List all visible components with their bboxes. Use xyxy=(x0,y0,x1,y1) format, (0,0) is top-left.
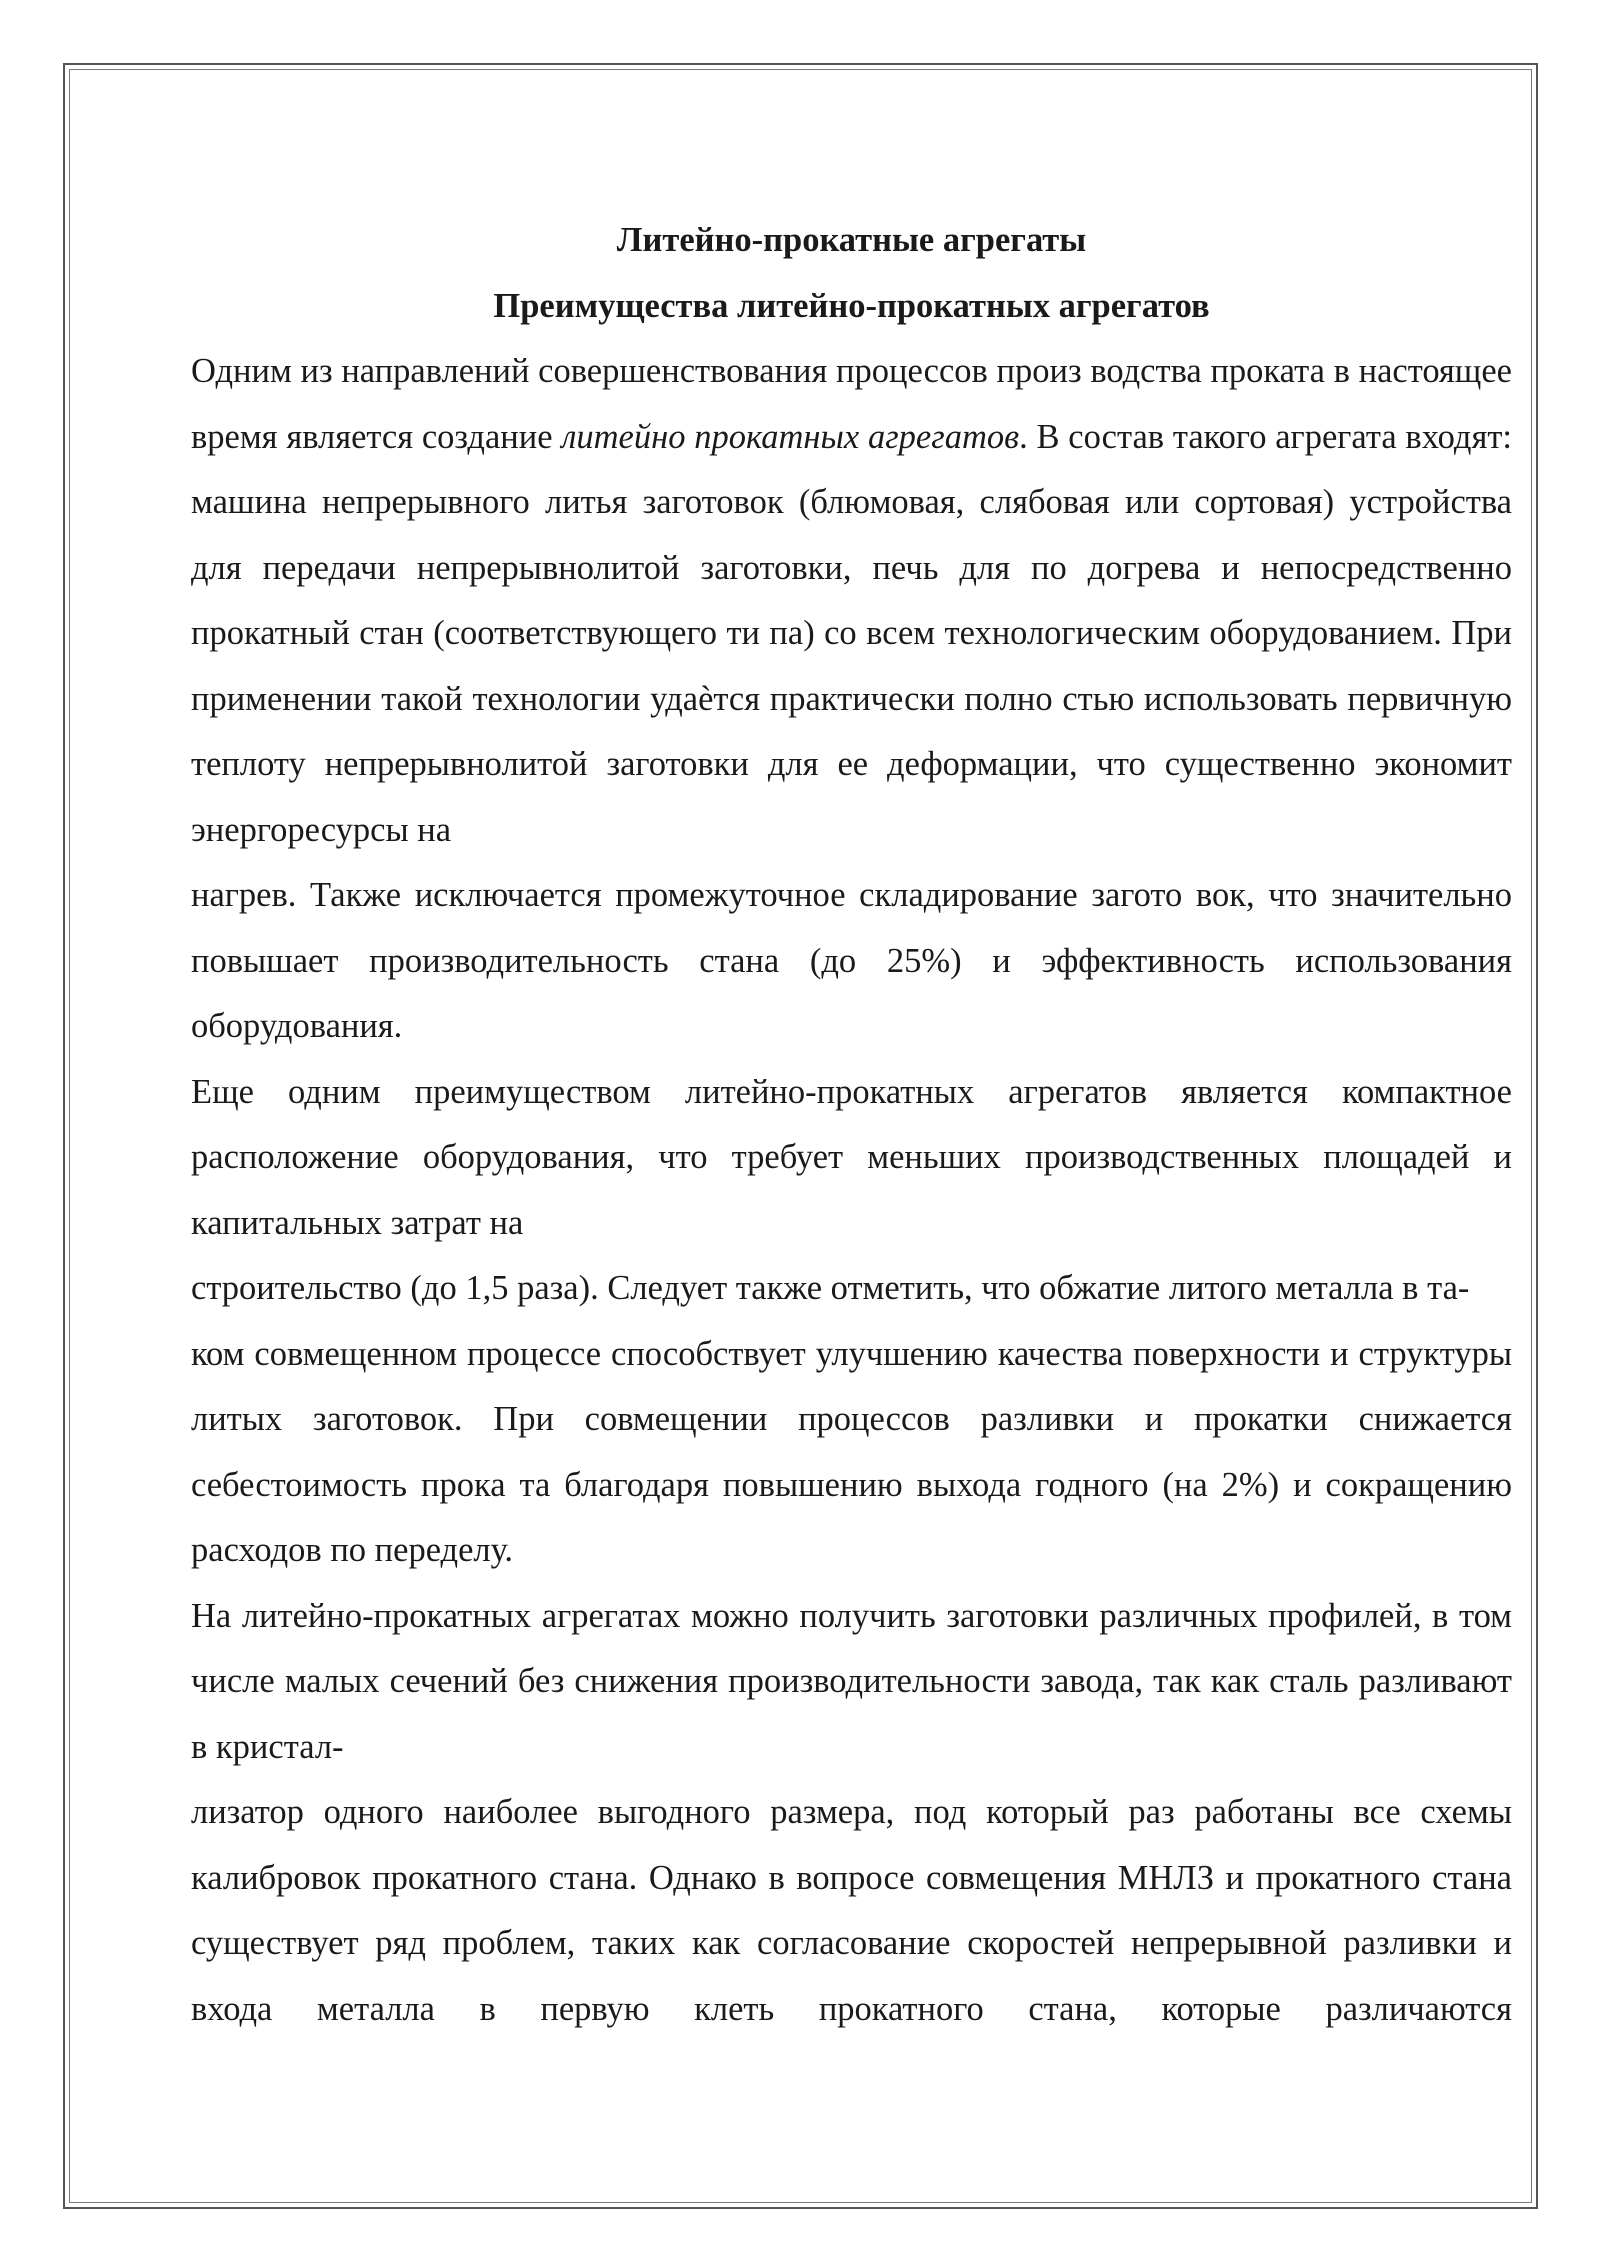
paragraph-3: Еще одним преимуществом литейно-прокатных агрегатов является компактное расположение оборудования, что требует меньших производственных площадей и капитальных затрат на xyxy=(191,1072,1512,1242)
paragraph-2: нагрев. Также исключается промежуточное складирование загото вок, что значительно повышает производительность стана (до 25%) и эффективность использования оборудования. xyxy=(191,876,1512,1045)
paragraph-1 xyxy=(191,339,1512,863)
paragraph-5: ком совмещенном процессе способствует улучшению качества поверхности и структуры литых заготовок. При совмещении процессов разливки и прокатки снижается себестоимость прока та благодаря повышению выхода годного (на 2%) и сокращению расходов по переделу. xyxy=(191,1334,1512,1569)
paragraph-1-text-after: . В состав такого агрегата входят: машина непрерывного литья заготовок (блюмовая, слябовая или сортовая) устройства для передачи непрерывнолитой заготовки, печь для по догрева и непосредственно прокатный стан (соответствующего ти па) со всем технологическим оборудованием. При применении такой технологии удаѐтся практически полно стью использовать первичную теплоту непрерывнолитой заготовки для ее деформации, что существенно экономит энергоресурсы на xyxy=(191,417,1512,849)
document-subtitle: Преимущества литейно-прокатных агрегатов xyxy=(493,286,1210,325)
paragraph-6: На литейно-прокатных агрегатах можно получить заготовки различных профилей, в том числе малых сечений без снижения производительности завода, так как сталь разливают в кристал- xyxy=(191,1596,1512,1766)
paragraph-1-italic-term: литейно прокатных агрегатов xyxy=(561,417,1020,456)
paragraph-7: лизатор одного наиболее выгодного размера, под который раз работаны все схемы калибровок прокатного стана. Однако в вопросе совмещения МНЛЗ и прокатного стана существует ряд проблем, таких как согласование скоростей непрерывной разливки и входа металла в первую клеть прокатного стана, которые различаются xyxy=(191,1793,1512,2028)
document-title: Литейно-прокатные агрегаты xyxy=(616,221,1087,259)
paragraph-1-text-before: Одним из направлений совершенствования процессов произ водства проката в настоящее время является создание xyxy=(191,352,1512,456)
document-body xyxy=(191,208,1512,2042)
paragraph-4: строительство (до 1,5 раза). Следует также отметить, что обжатие литого металла в та- xyxy=(191,1269,1470,1307)
